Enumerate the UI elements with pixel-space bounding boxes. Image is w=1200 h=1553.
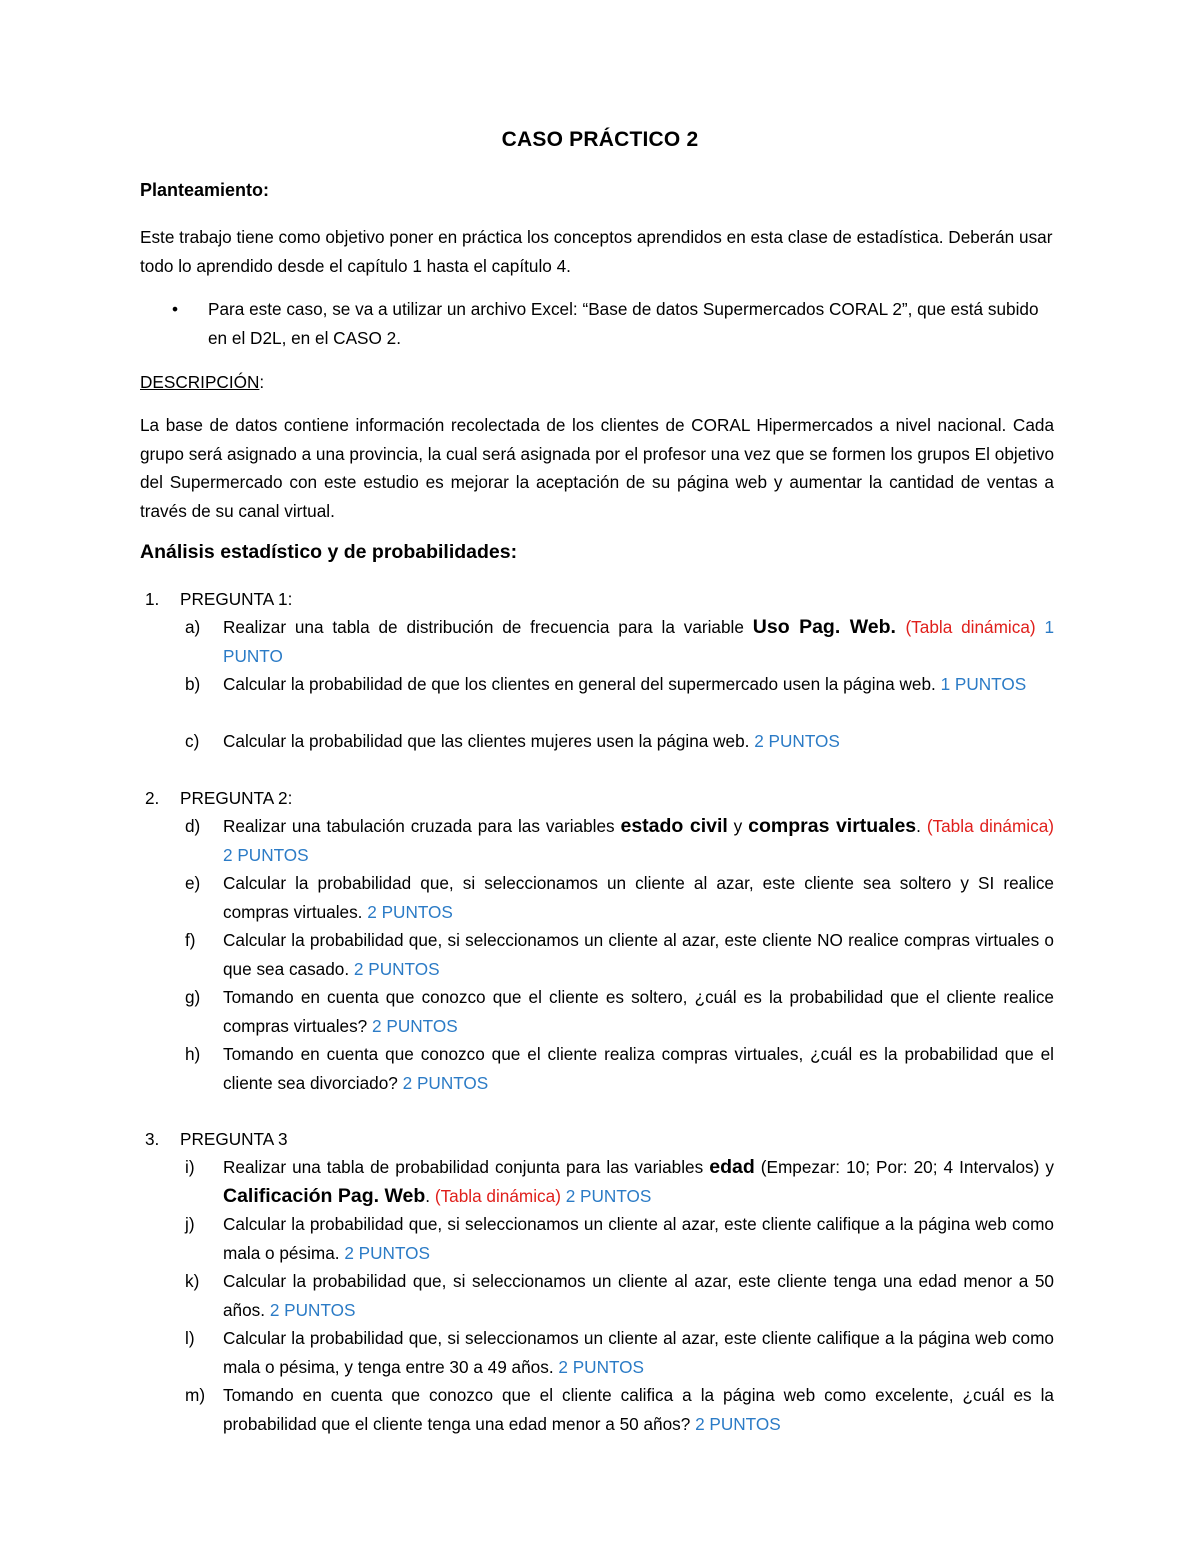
- descripcion-label: DESCRIPCIÓN: [140, 372, 260, 392]
- list-item-h: [140, 1040, 1054, 1097]
- item-letter: b): [185, 674, 201, 694]
- item-text: Realizar una tabulación cruzada para las variables: [223, 816, 621, 836]
- item-letter: c): [185, 731, 200, 751]
- item-keyword: compras virtuales: [748, 815, 917, 837]
- item-text-post: .: [425, 1185, 435, 1206]
- pregunta-number: 1.: [145, 589, 160, 609]
- item-text-post: .: [916, 816, 927, 836]
- item-text: Calcular la probabilidad que, si seleccionamos un cliente al azar, este cliente sea soltero y SI realice compras virtuales.: [223, 873, 1054, 922]
- item-points: 2 PUNTOS: [353, 958, 440, 979]
- item-points: 2 PUNTOS: [372, 1015, 458, 1036]
- item-points: 2 PUNTOS: [344, 1242, 430, 1263]
- item-letter: l): [185, 1328, 195, 1348]
- page-title: CASO PRÁCTICO 2: [501, 128, 699, 151]
- item-keyword: edad: [709, 1156, 755, 1178]
- item-points: 1 PUNTOS: [940, 674, 1027, 694]
- item-text: Calcular la probabilidad que las clientes mujeres usen la página web.: [223, 731, 755, 751]
- pregunta-title: PREGUNTA 3: [180, 1129, 288, 1149]
- list-item-i: [140, 1153, 1054, 1210]
- item-text: Tomando en cuenta que conozco que el cliente realiza compras virtuales, ¿cuál es la probabilidad que el cliente sea divorciado?: [223, 1044, 1054, 1093]
- descripcion-colon: :: [259, 372, 265, 392]
- list-item-l: [140, 1324, 1054, 1381]
- item-text: Calcular la probabilidad que, si seleccionamos un cliente al azar, este cliente tenga una edad menor a 50 años.: [223, 1271, 1054, 1320]
- pregunta-title: PREGUNTA 1:: [180, 589, 293, 609]
- pregunta-number: 3.: [145, 1129, 160, 1149]
- item-pivot-note: (Tabla dinámica): [434, 1185, 561, 1206]
- descripcion-text: La base de datos contiene información recolectada de los clientes de CORAL Hipermercados a nivel nacional. Cada grupo será asignado a una provincia, la cual será asignada por el profesor una vez que se formen los grupos El objetivo del Supermercado con este estudio es mejorar la aceptación de su página web y aumentar la cantidad de ventas a través de su canal virtual.: [140, 415, 1054, 521]
- planteamiento-heading: Planteamiento:: [140, 180, 270, 200]
- item-text-mid: (Empezar: 10; Por: 20; 4 Intervalos) y: [754, 1157, 1055, 1177]
- item-letter: a): [185, 617, 201, 637]
- pregunta-number: 2.: [145, 788, 160, 808]
- item-points: 2 PUNTOS: [754, 731, 840, 751]
- item-text: Calcular la probabilidad que, si seleccionamos un cliente al azar, este cliente NO realice compras virtuales o que sea casado.: [223, 930, 1054, 979]
- bullet-icon: •: [172, 299, 179, 319]
- item-text: Calcular la probabilidad que, si seleccionamos un cliente al azar, este cliente califique a la página web como mala o pésima.: [223, 1214, 1054, 1263]
- item-keyword: Uso Pag. Web: [752, 616, 891, 638]
- item-letter: e): [185, 873, 201, 893]
- planteamiento-text: Este trabajo tiene como objetivo poner en práctica los conceptos aprendidos en esta clase de estadística. Deberán usar todo lo aprendido desde el capítulo 1 hasta el capítulo 4.: [140, 227, 1053, 276]
- item-letter: i): [185, 1157, 195, 1177]
- item-points: 2 PUNTOS: [269, 1299, 356, 1320]
- item-letter: g): [185, 987, 201, 1007]
- item-points: 2 PUNTOS: [560, 1185, 652, 1206]
- item-points: 2 PUNTOS: [695, 1413, 781, 1434]
- item-points: 2 PUNTOS: [223, 844, 309, 865]
- list-item-f: [140, 926, 1054, 983]
- item-text: Tomando en cuenta que conozco que el cliente es soltero, ¿cuál es la probabilidad que el cliente realice compras virtuales?: [223, 987, 1054, 1036]
- item-text: Tomando en cuenta que conozco que el cliente califica a la página web como excelente, ¿cuál es la probabilidad que el cliente tenga una edad menor a 50 años?: [223, 1385, 1054, 1434]
- item-letter: k): [185, 1271, 200, 1291]
- item-keyword: estado civil: [620, 815, 728, 837]
- item-points: 2 PUNTOS: [367, 901, 453, 922]
- excel-bullet: [140, 295, 1054, 352]
- list-item-g: [140, 983, 1054, 1040]
- list-item-e: [140, 869, 1054, 926]
- list-item-j: [140, 1210, 1054, 1267]
- item-letter: j): [185, 1214, 195, 1234]
- item-text: Realizar una tabla de probabilidad conjunta para las variables: [223, 1157, 710, 1177]
- item-pivot-note: (Tabla dinámica): [905, 617, 1036, 637]
- excel-bullet-text: Para este caso, se va a utilizar un archivo Excel: “Base de datos Supermercados CORAL 2”, que está subido en el D2L, en el CASO 2.: [208, 299, 1039, 348]
- item-keyword: Calificación Pag. Web: [223, 1184, 426, 1207]
- item-text: Realizar una tabla de distribución de frecuencia para la variable: [223, 617, 753, 637]
- item-letter: d): [185, 816, 201, 836]
- item-points: 1 PUNTO: [223, 617, 1055, 666]
- item-letter: h): [185, 1044, 201, 1064]
- list-item-m: [140, 1381, 1054, 1438]
- descripcion-heading: [140, 368, 1054, 397]
- item-text-mid: .: [890, 616, 906, 638]
- item-points: 2 PUNTOS: [558, 1356, 645, 1377]
- list-item-c: [140, 727, 1054, 756]
- list-item-b: [140, 670, 1054, 699]
- list-item-a: [140, 613, 1054, 670]
- item-text: Calcular la probabilidad que, si seleccionamos un cliente al azar, este cliente califique a la página web como mala o pésima, y tenga entre 30 a 49 años.: [223, 1328, 1054, 1377]
- item-letter: f): [185, 930, 196, 950]
- item-pivot-note: (Tabla dinámica): [926, 816, 1055, 836]
- pregunta-title: PREGUNTA 2:: [180, 788, 293, 808]
- list-item-d: [140, 812, 1054, 869]
- analisis-heading: Análisis estadístico y de probabilidades:: [140, 541, 518, 563]
- item-letter: m): [185, 1385, 206, 1405]
- item-points: 2 PUNTOS: [402, 1072, 489, 1093]
- list-item-k: [140, 1267, 1054, 1324]
- item-text-mid: y: [727, 816, 749, 836]
- item-text: Calcular la probabilidad de que los clientes en general del supermercado usen la página web.: [223, 674, 941, 694]
